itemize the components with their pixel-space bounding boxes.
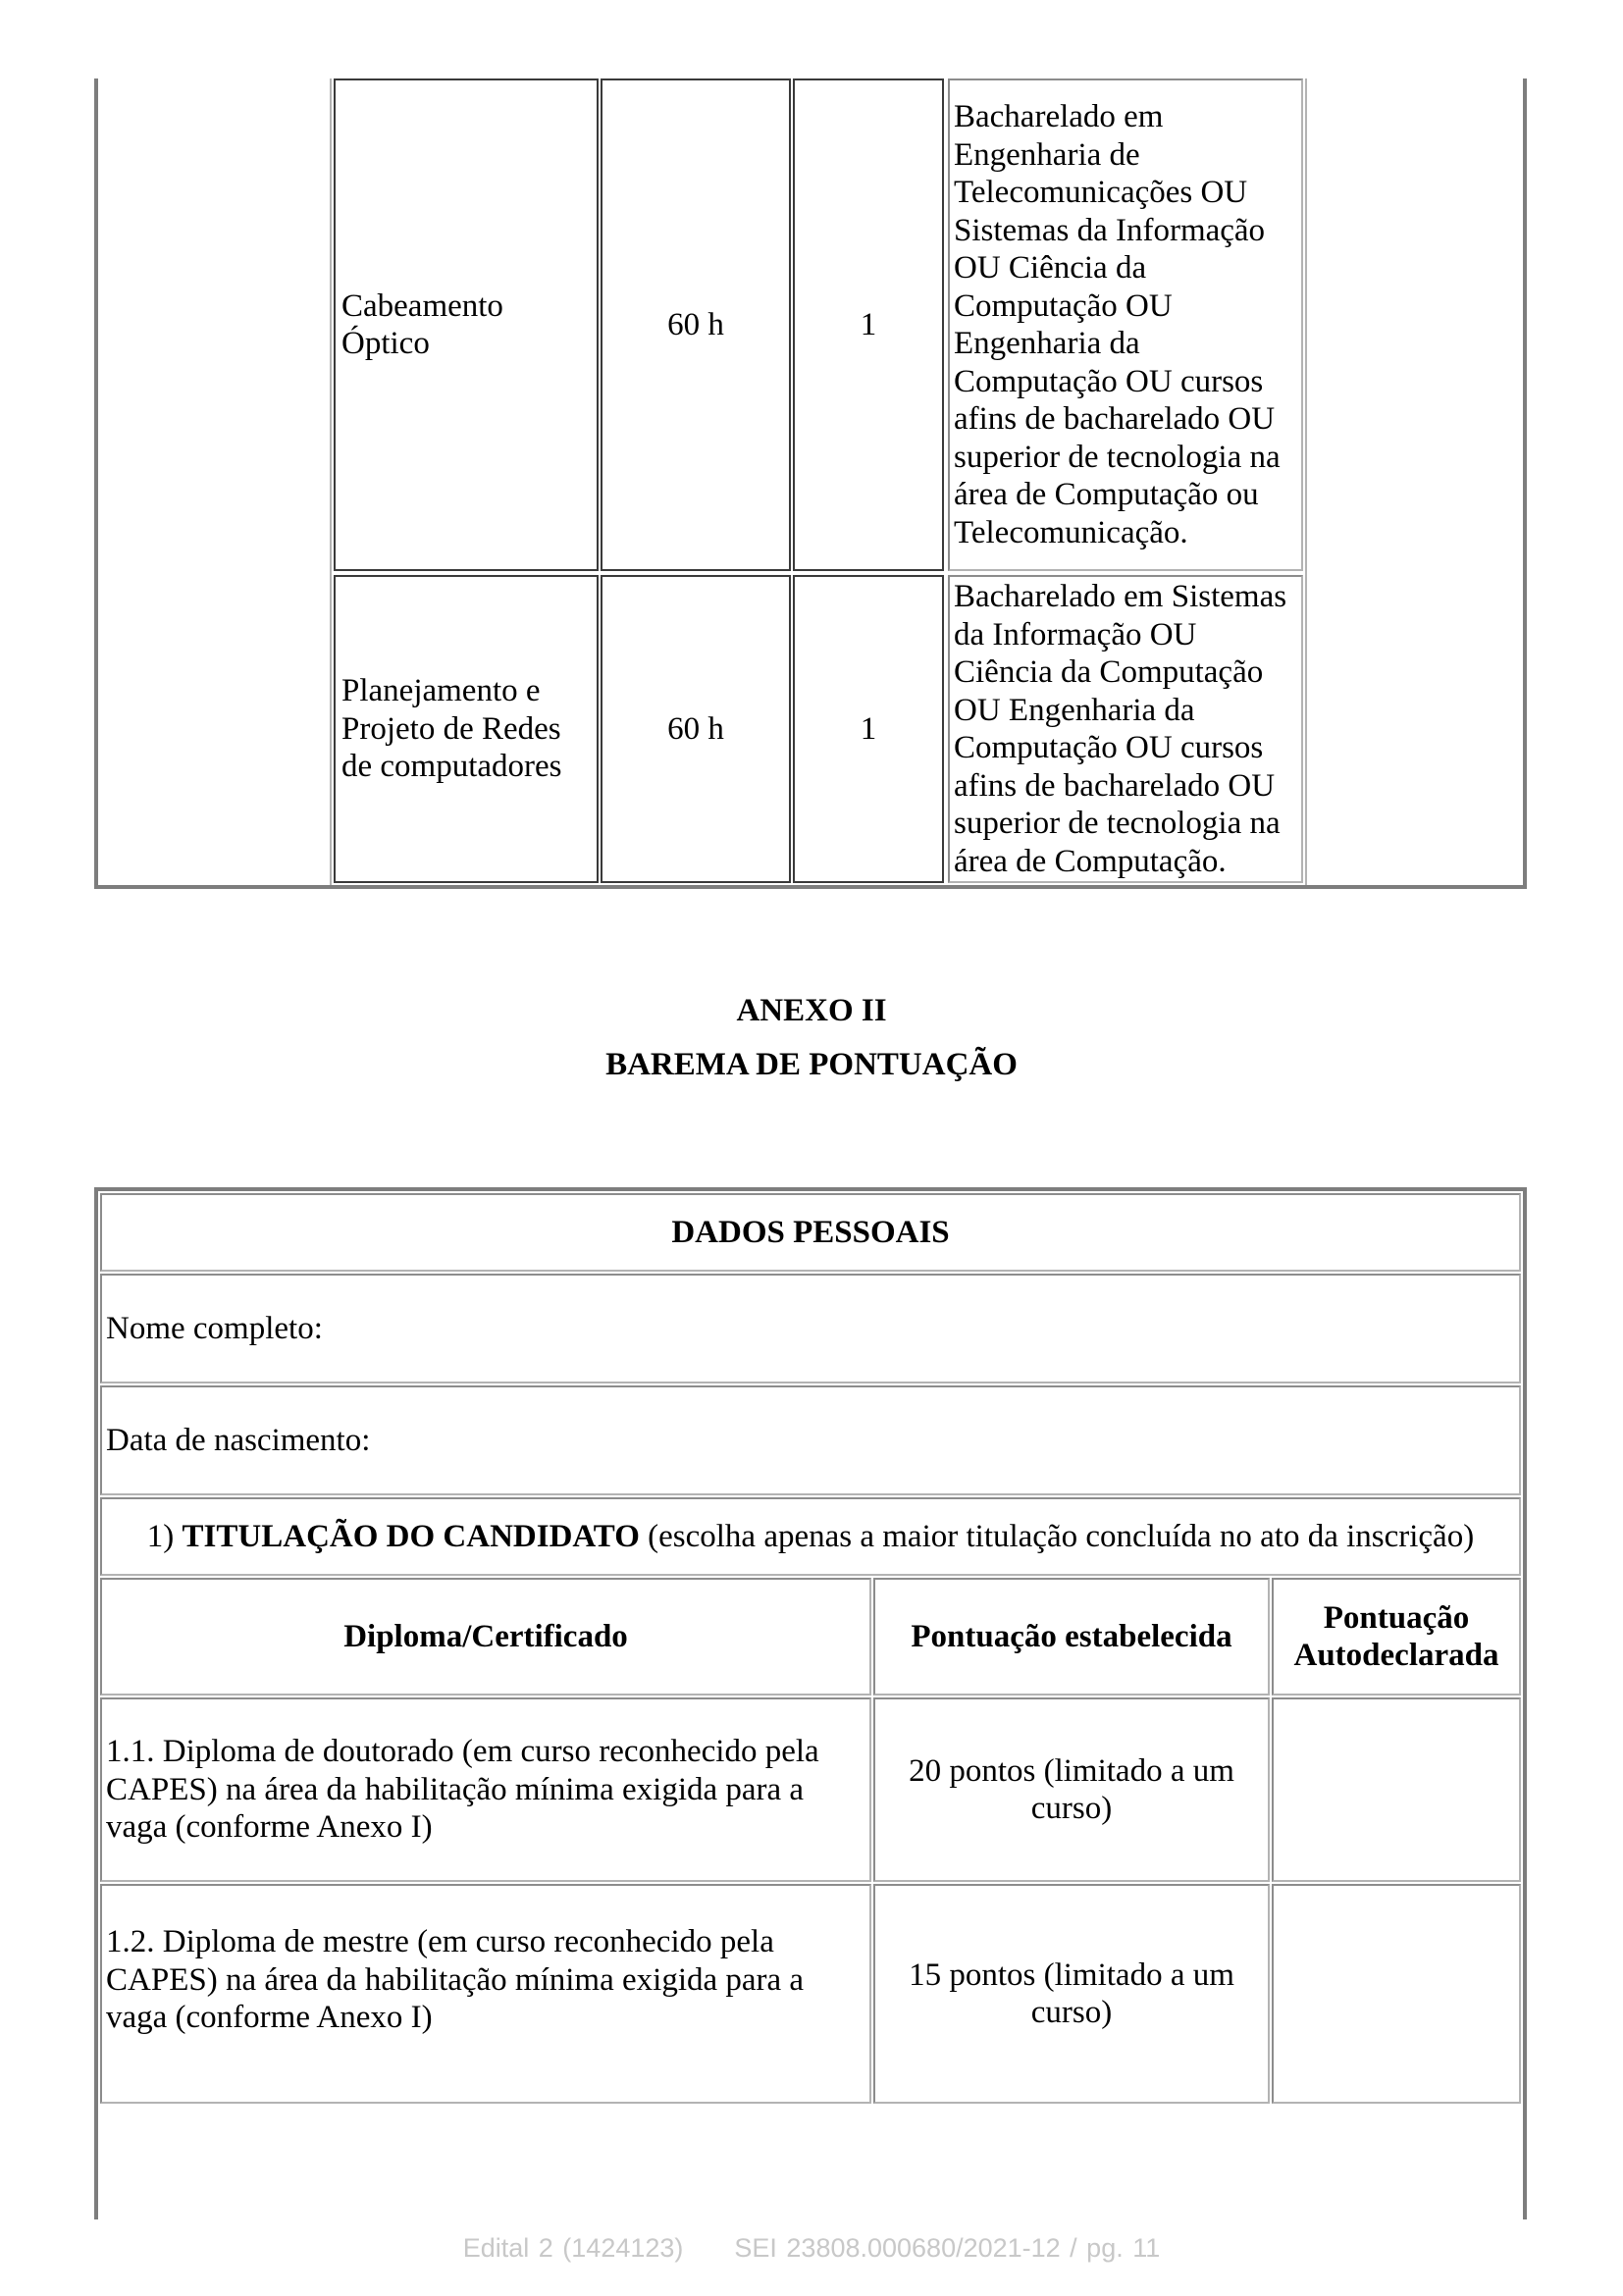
table-cell-discipline xyxy=(334,78,599,571)
birth-date-label: Data de nascimento: xyxy=(106,1422,371,1458)
annex-title: ANEXO II xyxy=(736,993,887,1028)
table-cell-diploma xyxy=(100,1884,871,2104)
section-1-number: 1) xyxy=(146,1518,175,1554)
column-header-diploma xyxy=(100,1578,871,1696)
table-cell-requirement xyxy=(948,575,1303,883)
section-1-note: (escolha apenas a maior titulação concluída no ato da inscrição) xyxy=(648,1518,1475,1554)
column-header-points-text: Pontuação estabelecida xyxy=(911,1618,1232,1654)
points-text: 15 pontos (limitado a um curso) xyxy=(909,1957,1234,2030)
hours-text: 60 h xyxy=(667,710,724,747)
top-table-column-divider xyxy=(330,78,332,885)
full-name-row xyxy=(100,1274,1521,1383)
top-table-right-border xyxy=(1523,78,1527,889)
table-cell-hours xyxy=(601,78,791,571)
top-table-left-border xyxy=(94,78,98,889)
personal-data-header xyxy=(100,1193,1521,1272)
full-name-label: Nome completo: xyxy=(106,1310,323,1346)
footer-reference: SEI 23808.000680/2021-12 / pg. 11 xyxy=(734,2233,1161,2263)
column-header-points xyxy=(873,1578,1270,1696)
discipline-text: Cabeamento Óptico xyxy=(341,287,503,361)
table-cell-requirement xyxy=(948,78,1303,571)
barema-table-left-border xyxy=(94,1187,98,2219)
table-cell-self-declared xyxy=(1272,1884,1521,2104)
column-header-self-declared xyxy=(1272,1578,1521,1696)
vacancies-text: 1 xyxy=(860,306,877,342)
table-cell-self-declared xyxy=(1272,1697,1521,1882)
hours-text: 60 h xyxy=(667,306,724,342)
table-cell-vacancies xyxy=(793,78,944,571)
annex-subtitle: BAREMA DE PONTUAÇÃO xyxy=(605,1047,1018,1082)
table-cell-discipline xyxy=(334,575,599,883)
top-table-column-divider xyxy=(1305,78,1307,885)
table-cell-points xyxy=(873,1697,1270,1882)
barema-table-top-border xyxy=(94,1187,1527,1191)
diploma-text: 1.1. Diploma de doutorado (em curso reconhecido pela CAPES) na área da habilitação mínima exigida para a vaga (conforme Anexo I) xyxy=(106,1734,819,1846)
vacancies-text: 1 xyxy=(860,710,877,747)
table-cell-vacancies xyxy=(793,575,944,883)
barema-table-right-border xyxy=(1523,1187,1527,2219)
discipline-text: Planejamento e Projeto de Redes de computadores xyxy=(341,673,562,785)
footer-document-id: Edital 2 (1424123) xyxy=(462,2233,684,2263)
table-cell-hours xyxy=(601,575,791,883)
personal-data-header-text: DADOS PESSOAIS xyxy=(671,1214,950,1250)
section-1-title: TITULAÇÃO DO CANDIDATO xyxy=(182,1518,640,1554)
column-header-diploma-text: Diploma/Certificado xyxy=(343,1618,628,1654)
diploma-text: 1.2. Diploma de mestre (em curso reconhecido pela CAPES) na área da habilitação mínima exigida para a vaga (conforme Anexo I) xyxy=(106,1924,805,2035)
table-cell-diploma xyxy=(100,1697,871,1882)
points-text: 20 pontos (limitado a um curso) xyxy=(909,1752,1234,1826)
page-footer xyxy=(0,2233,1623,2264)
table-cell-points xyxy=(873,1884,1270,2104)
requirement-text: Bacharelado em Sistemas da Informação OU Ciência da Computação OU Engenharia da Computação OU cursos afins de bacharelado OU superior de tecnologia na área de Computação. xyxy=(954,579,1287,879)
birth-date-row xyxy=(100,1385,1521,1495)
requirement-text: Bacharelado em Engenharia de Telecomunicações OU Sistemas da Informação OU Ciência da Computação OU Engenharia da Computação OU cursos afins de bacharelado OU superior de tecnologia na área de Computação ou Telecomunicação. xyxy=(954,99,1281,550)
top-table-bottom-border xyxy=(94,885,1527,889)
section-1-header xyxy=(100,1497,1521,1576)
column-header-self-declared-text: Pontuação Autodeclarada xyxy=(1293,1599,1499,1673)
